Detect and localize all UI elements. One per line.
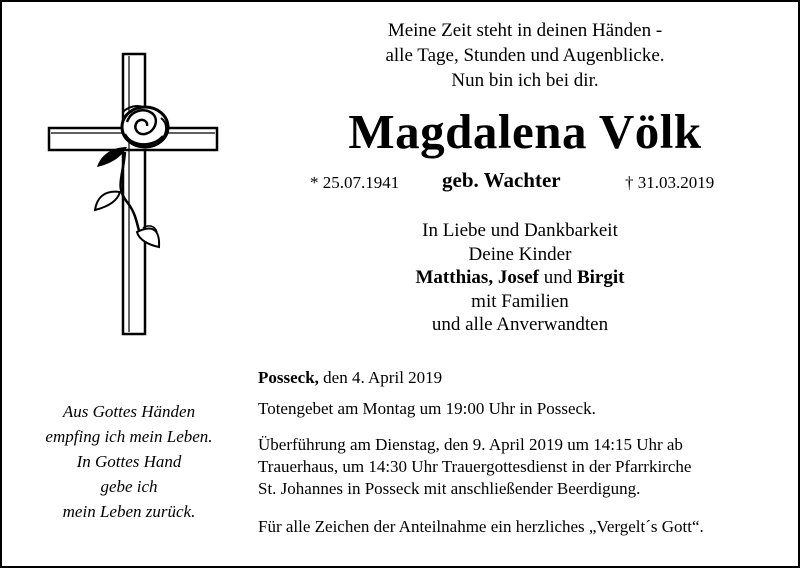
transfer-line: Überführung am Dienstag, den 9. April 2019 um 14:15 Uhr ab [258, 435, 683, 454]
death-date: † 31.03.2019 [625, 173, 715, 192]
family-line: mit Familien [471, 290, 569, 312]
deceased-name: Magdalena Völk [348, 104, 702, 159]
children-names-part2: Birgit [576, 267, 625, 288]
family-line: Deine Kinder [468, 243, 572, 265]
children-and: und [538, 267, 577, 288]
cross-with-rose-icon [45, 52, 225, 342]
top-verse-line: Meine Zeit steht in deinen Händen - [387, 20, 663, 41]
left-verse [18, 399, 240, 524]
place: Posseck, [258, 368, 319, 387]
thanks-line: Für alle Zeichen der Anteilnahme ein herzliches „Vergelt´s Gott“. [258, 517, 704, 536]
family-block [335, 219, 705, 337]
left-verse-line: Aus Gottes Händen [62, 402, 196, 421]
maiden-name: geb. Wachter [442, 168, 561, 192]
children-names [335, 266, 705, 290]
transfer-line: Trauerhaus, um 14:30 Uhr Trauergottesdienst in der Pfarrkirche [258, 457, 692, 476]
children-names-part1: Matthias, Josef [415, 267, 539, 288]
family-line: und alle Anverwandten [431, 314, 609, 335]
left-verse-line: In Gottes Hand [76, 452, 182, 471]
prayer-info: Totengebet am Montag um 19:00 Uhr in Posseck. [258, 399, 596, 418]
transfer-info [258, 434, 691, 500]
left-verse-line: empfing ich mein Leben. [45, 427, 213, 446]
date: den 4. April 2019 [318, 368, 443, 387]
birth-date: * 25.07.1941 [310, 173, 400, 192]
top-verse-line: Nun bin ich bei dir. [451, 70, 599, 91]
family-line: In Liebe und Dankbarkeit [422, 220, 618, 241]
top-verse [330, 18, 720, 93]
left-verse-line: mein Leben zurück. [62, 502, 196, 521]
place-date [258, 367, 442, 389]
left-verse-line: gebe ich [100, 477, 158, 496]
transfer-line: St. Johannes in Posseck mit anschließender Beerdigung. [258, 479, 641, 498]
top-verse-line: alle Tage, Stunden und Augenblicke. [385, 45, 665, 66]
